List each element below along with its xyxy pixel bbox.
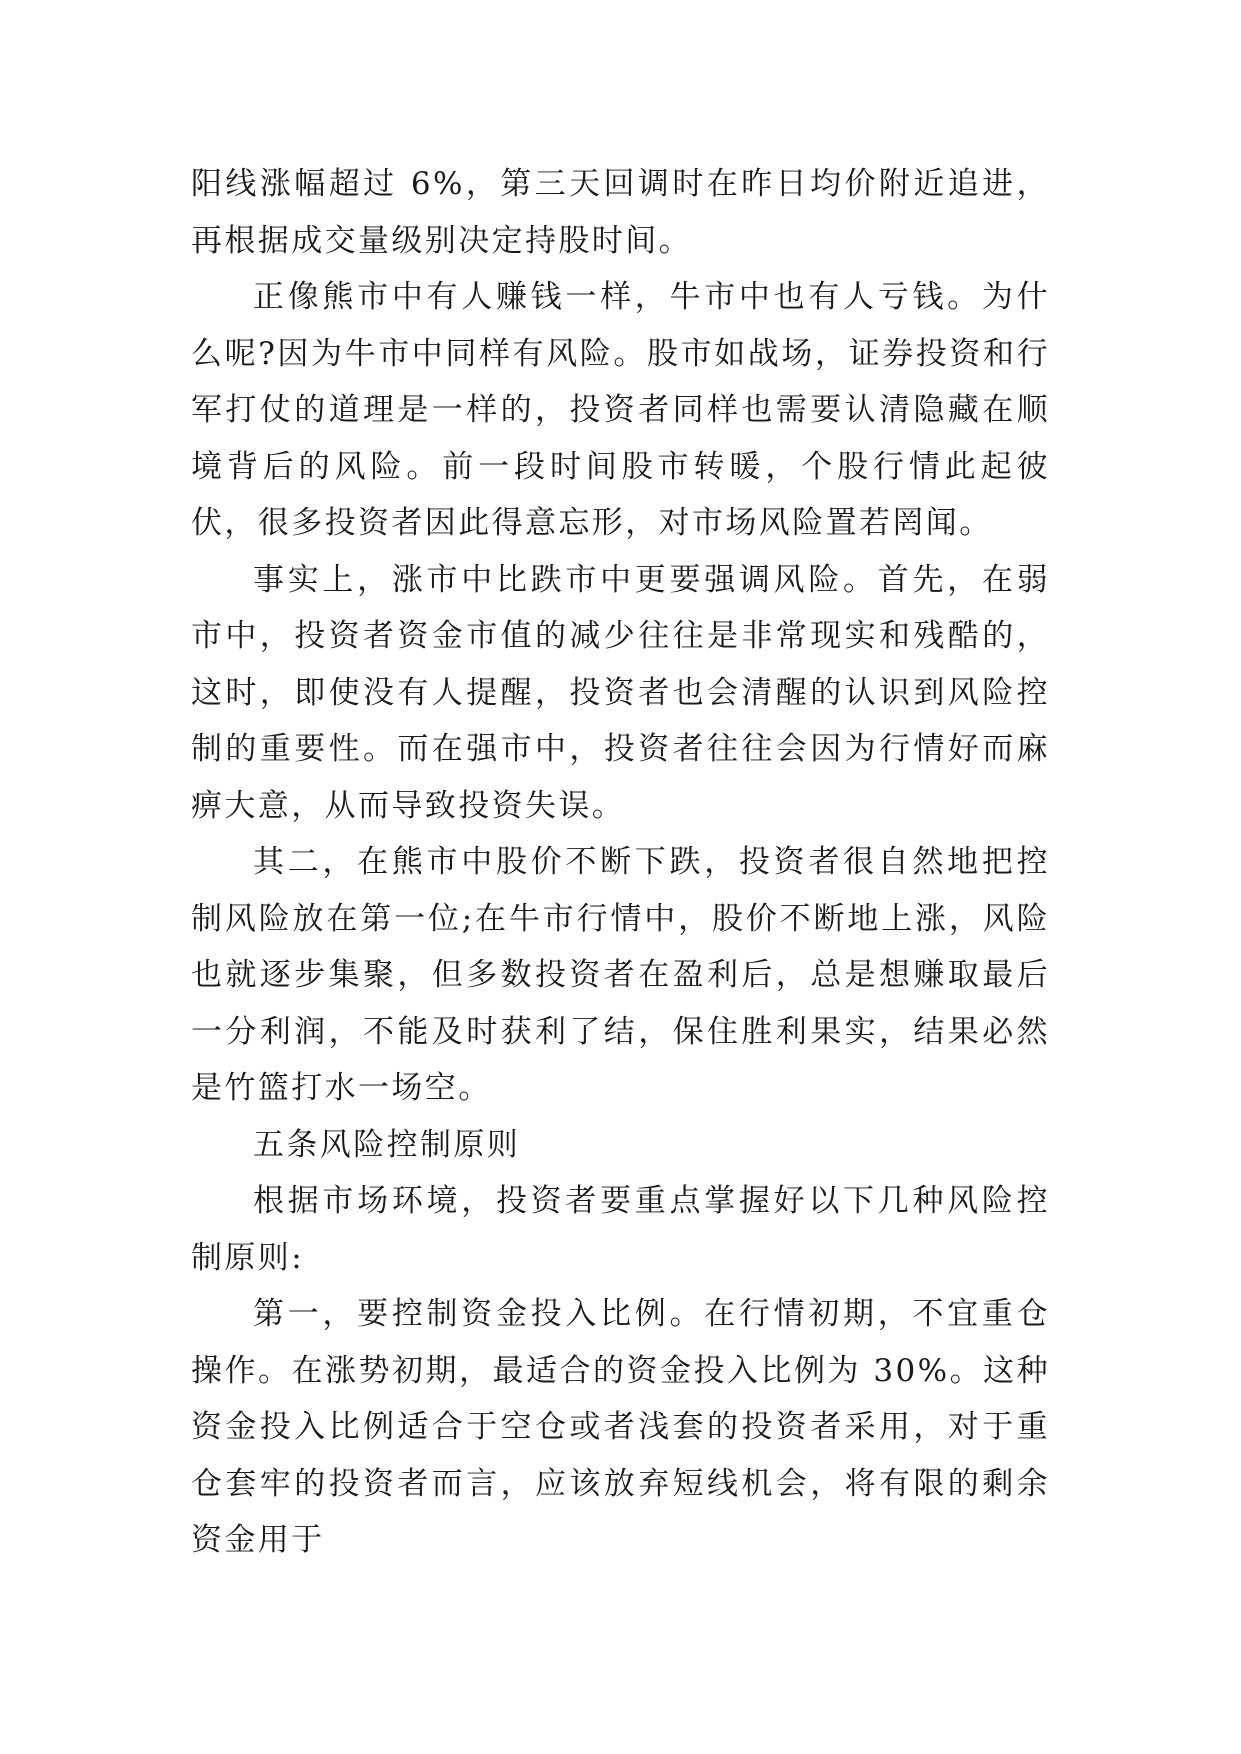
paragraph-bull-market-risk: 正像熊市中有人赚钱一样，牛市中也有人亏钱。为什么呢?因为牛市中同样有风险。股市如战场，证券投资和行军打仗的道理是一样的，投资者同样也需要认清隐藏在顺境背后的风险。前一段时间股市转暖，个股行情此起彼伏，很多投资者因此得意忘形，对市场风险置若罔闻。 [191, 279, 1050, 541]
section-heading: 五条风险控制原则 [253, 1126, 521, 1163]
paragraph-second-point: 其二，在熊市中股价不断下跌，投资者很自然地把控制风险放在第一位;在牛市行情中，股价不断地上涨，风险也就逐步集聚，但多数投资者在盈利后，总是想赚取最后一分利润，不能及时获利了结，保住胜利果实，结果必然是竹篮打水一场空。 [191, 844, 1050, 1106]
document-body [191, 156, 1050, 1569]
paragraph-rising-market-risk: 事实上，涨市中比跌市中更要强调风险。首先，在弱市中，投资者资金市值的减少往往是非常现实和残酷的，这时，即使没有人提醒，投资者也会清醒的认识到风险控制的重要性。而在强市中，投资者往往会因为行情好而麻痹大意，从而导致投资失误。 [191, 561, 1050, 824]
paragraph-continuation: 阳线涨幅超过 6%，第三天回调时在昨日均价附近追进，再根据成交量级别决定持股时间。 [191, 166, 1050, 259]
paragraph-first-principle: 第一，要控制资金投入比例。在行情初期，不宜重仓操作。在涨势初期，最适合的资金投入比例为 30%。这种资金投入比例适合于空仓或者浅套的投资者采用，对于重仓套牢的投资者而言，应该放弃短线机会，将有限的剩余资金用于 [191, 1296, 1050, 1558]
paragraph-principles-intro: 根据市场环境，投资者要重点掌握好以下几种风险控制原则: [191, 1183, 1050, 1276]
